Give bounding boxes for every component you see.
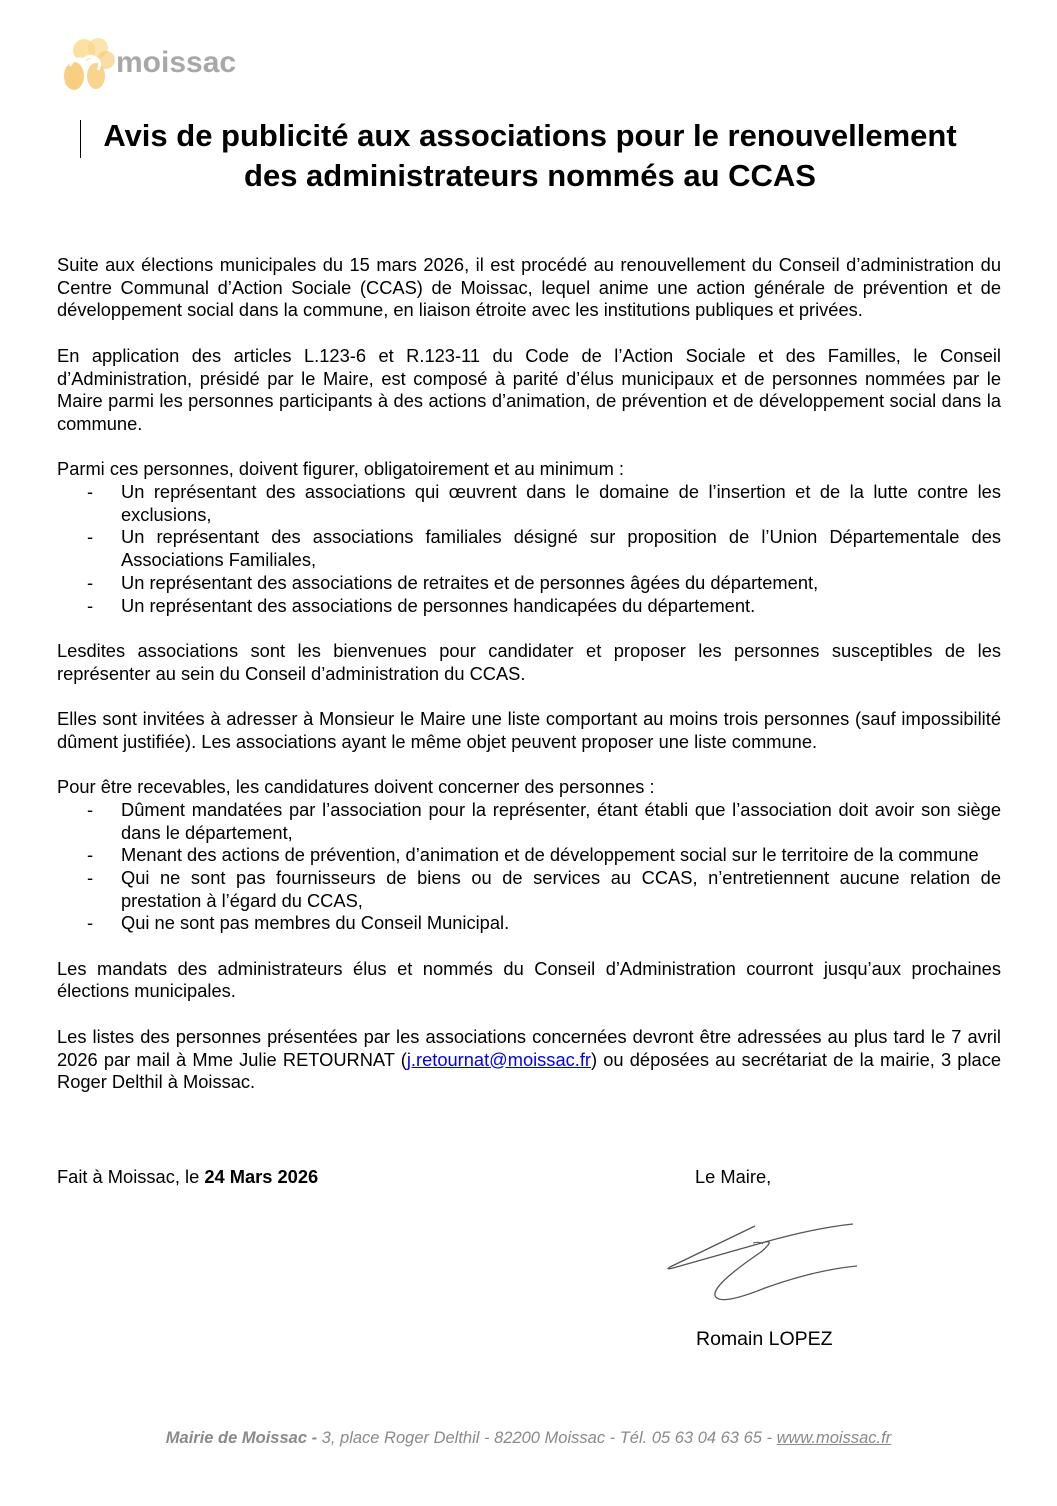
- footer: [0, 1429, 1057, 1448]
- paragraph-required-members-intro: Parmi ces personnes, doivent figurer, obligatoirement et au minimum :: [57, 458, 624, 480]
- paragraph-invitation: Lesdites associations sont les bienvenues pour candidater et proposer les personnes susceptibles de les représenter au sein du Conseil d’administration du CCAS.: [57, 639, 1001, 684]
- list-item: - Un représentant des associations qui œuvrent dans le domaine de l’insertion et de la lutte contre les exclusions,: [87, 481, 1001, 525]
- moissac-logo-mark-icon: [58, 36, 116, 94]
- list-item: - Qui ne sont pas membres du Conseil Municipal.: [87, 912, 510, 934]
- paragraph-eligibility-intro: Pour être recevables, les candidatures doivent concerner des personnes :: [57, 776, 655, 798]
- signer-role: Le Maire,: [695, 1166, 772, 1187]
- title-line-1: Avis de publicité aux associations pour le renouvellement: [103, 118, 957, 153]
- email-link[interactable]: j.retournat@moissac.fr: [406, 1048, 592, 1070]
- eligibility-list: [57, 799, 1001, 935]
- list-item: - Un représentant des associations de personnes handicapées du département.: [87, 594, 756, 616]
- list-item: - Menant des actions de prévention, d’animation et de développement social sur le territoire de la commune: [87, 844, 979, 866]
- paragraph-elections: Suite aux élections municipales du 15 mars 2026, il est procédé au renouvellement du Conseil d’administration du Centre Communal d’Action Sociale (CCAS) de Moissac, lequel anime une action générale de prévention et de développement social dans la commune, en liaison étroite avec les institutions publiques et privées.: [57, 254, 1001, 321]
- notice-body: [57, 254, 1001, 1117]
- paragraph-list-requirement: Elles sont invitées à adresser à Monsieur le Maire une liste comportant au moins trois personnes (sauf impossibilité dûment justifiée). Les associations ayant le même objet peuvent proposer une liste commune.: [57, 708, 1001, 752]
- footer-org: Mairie de Moissac -: [165, 1429, 318, 1447]
- list-item: - Un représentant des associations familiales désigné sur proposition de l’Union Départementale des Associations Familiales,: [87, 526, 1001, 571]
- signature-date: 24 Mars 2026: [204, 1166, 319, 1187]
- list-item: - Qui ne sont pas fournisseurs de biens ou de services au CCAS, n’entretiennent aucune relation de prestation à l’égard du CCAS,: [87, 866, 1001, 911]
- signer-name: Romain LOPEZ: [696, 1328, 833, 1350]
- paragraph-submission: Les listes des personnes présentées par les associations concernées devront être adressées au plus tard le 7 avril 2026 par mail à Mme Julie RETOURNAT (j.retournat@moissac.fr) ou déposées au secrétariat de la mairie, 3 place Roger Delthil à Moissac.: [57, 1025, 1001, 1093]
- paragraph-legal-basis: En application des articles L.123-6 et R.123-11 du Code de l’Action Sociale et des Familles, le Conseil d’Administration, présidé par le Maire, est composé à parité d’élus municipaux et de personnes nommées par le Maire parmi les personnes participants à des actions d’animation, de prévention et de développement social dans la commune.: [57, 344, 1001, 434]
- page-title: [80, 116, 980, 196]
- list-item: - Un représentant des associations de retraites et de personnes âgées du département,: [87, 571, 819, 593]
- place-and-date: Fait à Moissac, le 24 Mars 2026: [57, 1166, 319, 1187]
- footer-address: 3, place Roger Delthil - 82200 Moissac - Tél. 05 63 04 63 65 -: [317, 1429, 777, 1447]
- handwritten-signature-icon: [665, 1200, 865, 1305]
- paragraph-mandate-duration: Les mandats des administrateurs élus et nommés du Conseil d’Administration courront jusqu’aux prochaines élections municipales.: [57, 957, 1001, 1002]
- logo-wordmark: moissac: [116, 46, 237, 79]
- required-members-list: [57, 481, 1001, 617]
- moissac-logo: [58, 36, 258, 96]
- title-line-2: des administrateurs nommés au CCAS: [244, 158, 816, 193]
- footer-website-link[interactable]: www.moissac.fr: [776, 1429, 892, 1447]
- list-item: - Dûment mandatées par l’association pour la représenter, étant établi que l’association doit avoir son siège dans le département,: [87, 798, 1001, 843]
